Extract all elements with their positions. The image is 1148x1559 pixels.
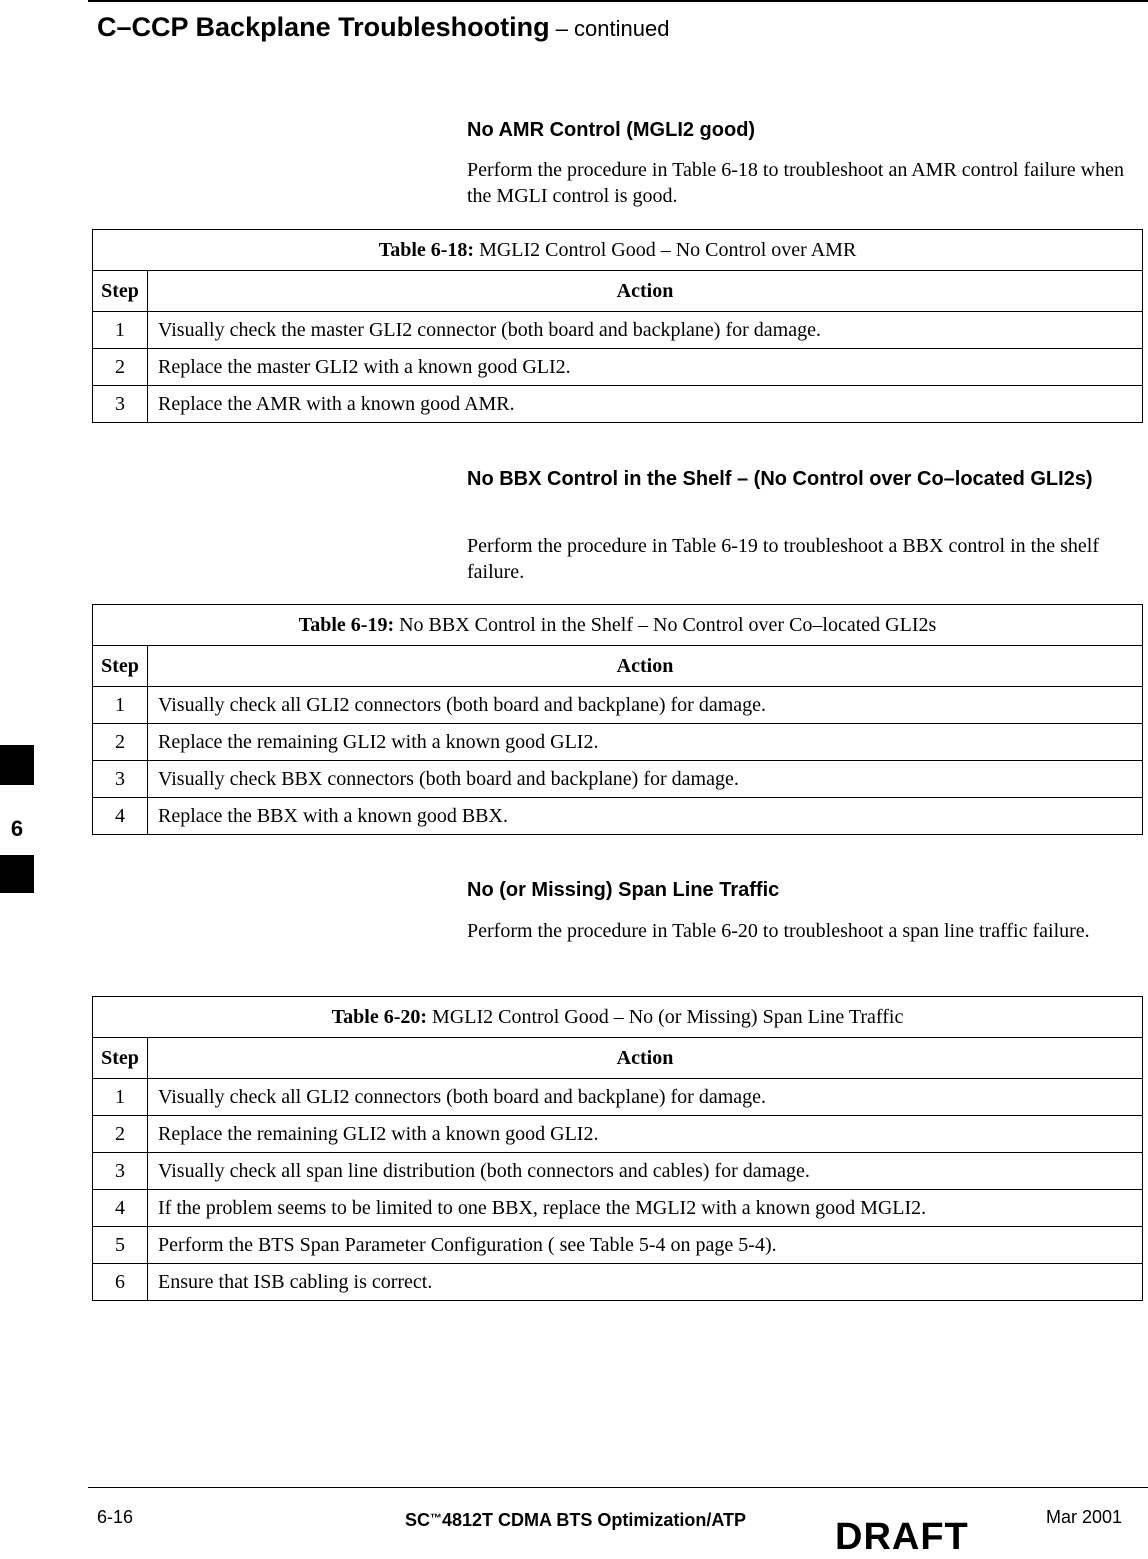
step-action: Visually check BBX connectors (both board and backplane) for damage. xyxy=(148,761,1143,798)
step-action: Replace the AMR with a known good AMR. xyxy=(148,386,1143,423)
table-row xyxy=(93,1190,1143,1227)
table-caption xyxy=(93,997,1143,1038)
table-caption-label: Table 6-20: xyxy=(331,1006,428,1028)
step-number: 1 xyxy=(93,1079,148,1116)
page-title: C–CCP Backplane Troubleshooting xyxy=(97,12,550,42)
step-action: Perform the BTS Span Parameter Configuration ( see Table 5-4 on page 5-4). xyxy=(148,1227,1143,1264)
table-row xyxy=(93,312,1143,349)
footer-date: Mar 2001 xyxy=(1046,1507,1123,1527)
table-caption-text: MGLI2 Control Good – No Control over AMR xyxy=(474,239,857,261)
step-action: Replace the master GLI2 with a known good GLI2. xyxy=(148,349,1143,386)
step-action: Visually check all GLI2 connectors (both board and backplane) for damage. xyxy=(148,1079,1143,1116)
procedure-table xyxy=(92,229,1143,423)
footer-title-rest: 4812T CDMA BTS Optimization/ATP xyxy=(442,1510,747,1530)
step-action: Ensure that ISB cabling is correct. xyxy=(148,1264,1143,1301)
column-header-step: Step xyxy=(93,1038,148,1079)
column-header-action: Action xyxy=(148,1038,1143,1079)
table-row xyxy=(93,1079,1143,1116)
draft-watermark: DRAFT xyxy=(835,1516,969,1558)
table-caption-label: Table 6-19: xyxy=(298,614,395,636)
footer-page-number: 6-16 xyxy=(97,1507,134,1527)
step-number: 3 xyxy=(93,761,148,798)
table-caption xyxy=(93,230,1143,271)
step-number: 3 xyxy=(93,386,148,423)
step-action: Replace the remaining GLI2 with a known good GLI2. xyxy=(148,724,1143,761)
section-body: Perform the procedure in Table 6-18 to troubleshoot an AMR control failure when the MGLI control is good. xyxy=(467,159,1124,207)
table-row xyxy=(93,1227,1143,1264)
step-number: 6 xyxy=(93,1264,148,1301)
step-action: Replace the BBX with a known good BBX. xyxy=(148,798,1143,835)
table-row xyxy=(93,1264,1143,1301)
step-number: 1 xyxy=(93,687,148,724)
chapter-tab-lower xyxy=(0,855,34,893)
column-header-step: Step xyxy=(93,646,148,687)
step-number: 2 xyxy=(93,349,148,386)
header-rule xyxy=(88,0,1148,2)
table-caption xyxy=(93,605,1143,646)
table-row xyxy=(93,349,1143,386)
procedure-table xyxy=(92,604,1143,835)
step-action: Replace the remaining GLI2 with a known good GLI2. xyxy=(148,1116,1143,1153)
table-row xyxy=(93,687,1143,724)
footer-title-prefix: SC xyxy=(405,1510,431,1530)
procedure-table xyxy=(92,996,1143,1301)
step-number: 1 xyxy=(93,312,148,349)
step-number: 4 xyxy=(93,798,148,835)
table-row xyxy=(93,1153,1143,1190)
step-number: 4 xyxy=(93,1190,148,1227)
page-header xyxy=(97,12,669,43)
step-action: Visually check the master GLI2 connector (both board and backplane) for damage. xyxy=(148,312,1143,349)
column-header-action: Action xyxy=(148,271,1143,312)
table-row xyxy=(93,761,1143,798)
table-caption-text: No BBX Control in the Shelf – No Control over Co–located GLI2s xyxy=(394,614,937,636)
step-action: Visually check all span line distribution (both connectors and cables) for damage. xyxy=(148,1153,1143,1190)
table-row xyxy=(93,724,1143,761)
step-number: 2 xyxy=(93,724,148,761)
step-action: Visually check all GLI2 connectors (both board and backplane) for damage. xyxy=(148,687,1143,724)
section-title: No (or Missing) Span Line Traffic xyxy=(467,879,780,901)
table-row xyxy=(93,798,1143,835)
chapter-tab-upper xyxy=(0,745,34,785)
footer-title xyxy=(405,1510,746,1531)
chapter-tab-number: 6 xyxy=(10,816,24,841)
step-number: 2 xyxy=(93,1116,148,1153)
section-title: No AMR Control (MGLI2 good) xyxy=(467,119,756,141)
trademark-symbol: ™ xyxy=(430,1511,443,1525)
table-caption-text: MGLI2 Control Good – No (or Missing) Span Line Traffic xyxy=(427,1006,904,1028)
page-title-continued: – continued xyxy=(549,16,670,41)
section-body: Perform the procedure in Table 6-19 to troubleshoot a BBX control in the shelf failure. xyxy=(467,535,1099,583)
table-caption-label: Table 6-18: xyxy=(378,239,475,261)
column-header-step: Step xyxy=(93,271,148,312)
footer-rule xyxy=(88,1487,1148,1488)
column-header-action: Action xyxy=(148,646,1143,687)
section-title: No BBX Control in the Shelf – (No Control over Co–located GLI2s) xyxy=(467,468,1093,490)
step-number: 5 xyxy=(93,1227,148,1264)
section-body: Perform the procedure in Table 6-20 to troubleshoot a span line traffic failure. xyxy=(467,920,1090,942)
step-action: If the problem seems to be limited to one BBX, replace the MGLI2 with a known good MGLI2. xyxy=(148,1190,1143,1227)
step-number: 3 xyxy=(93,1153,148,1190)
table-row xyxy=(93,386,1143,423)
table-row xyxy=(93,1116,1143,1153)
